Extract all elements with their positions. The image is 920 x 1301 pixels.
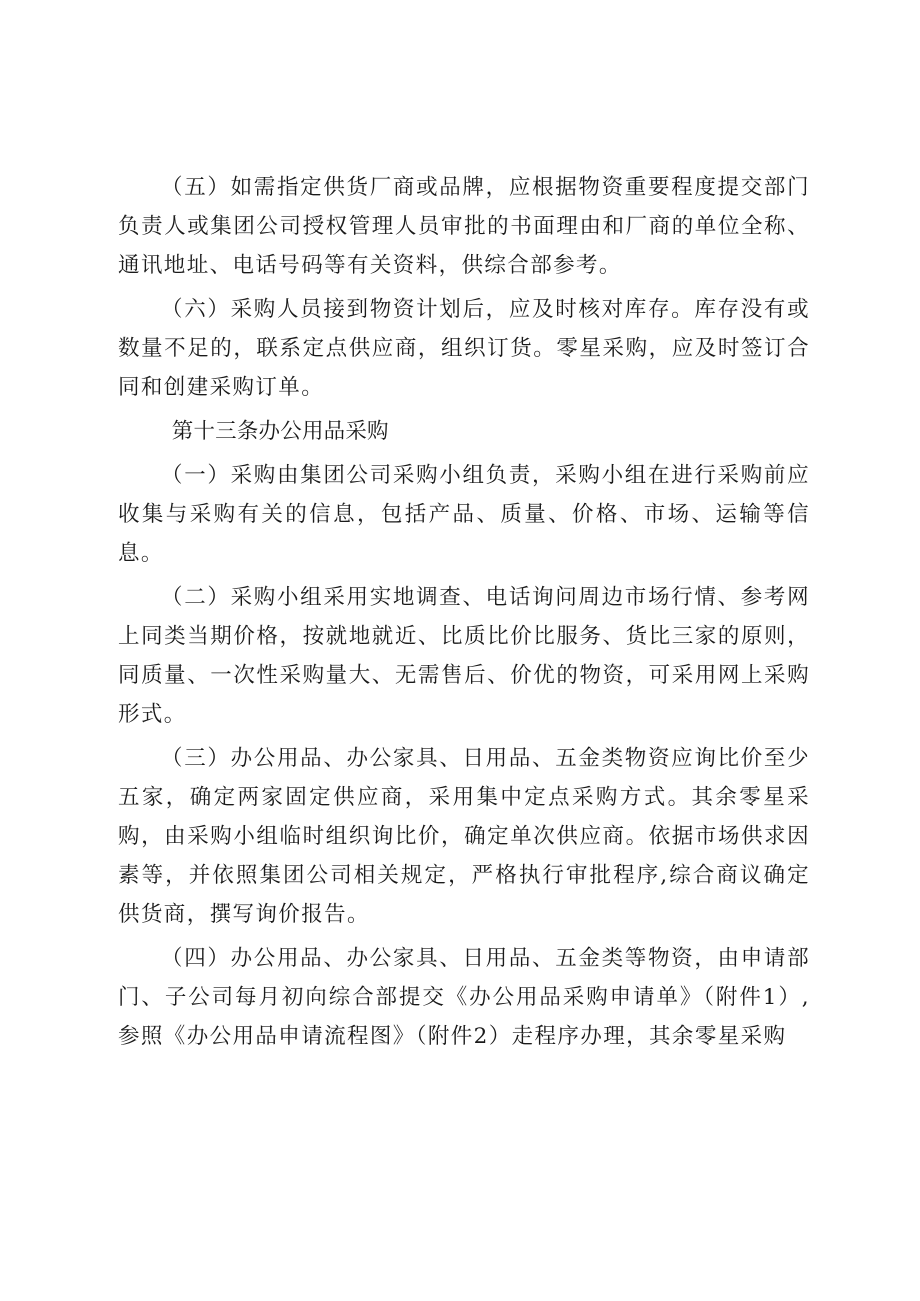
paragraph-5: （五）如需指定供货厂商或品牌，应根据物资重要程度提交部门负责人或集团公司授权管理人员审批的书面理由和厂商的单位全称、通讯地址、电话号码等有关资料，供综合部参考。 [118, 175, 810, 278]
paragraph-2: （二）采购小组采用实地调查、电话询问周边市场行情、参考网上同类当期价格，按就地就近、比质比价比服务、货比三家的原则，同质量、一次性采购量大、无需售后、价优的物资，可采用网上采购形式。 [118, 585, 810, 727]
paragraph-1: （一）采购由集团公司采购小组负责，采购小组在进行采购前应收集与采购有关的信息，包括产品、质量、价格、市场、运输等信息。 [118, 463, 810, 566]
paragraph-6: （六）采购人员接到物资计划后，应及时核对库存。库存没有或数量不足的，联系定点供应商，组织订货。零星采购，应及时签订合同和创建采购订单。 [118, 297, 810, 400]
article-13-heading: 第十三条办公用品采购 [171, 419, 389, 444]
paragraph-4: （四）办公用品、办公家具、日用品、五金类等物资，由申请部门、子公司每月初向综合部提交《办公用品采购申请单》（附件1）,参照《办公用品申请流程图》（附件2）走程序办理，其余零星采购 [118, 946, 810, 1049]
document-body [118, 168, 810, 1056]
paragraph-3: （三）办公用品、办公家具、日用品、五金类物资应询比价至少五家，确定两家固定供应商，采用集中定点采购方式。其余零星采购，由采购小组临时组织询比价，确定单次供应商。依据市场供求因素等，并依照集团公司相关规定，严格执行审批程序,综合商议确定供货商，撰写询价报告。 [118, 746, 810, 927]
